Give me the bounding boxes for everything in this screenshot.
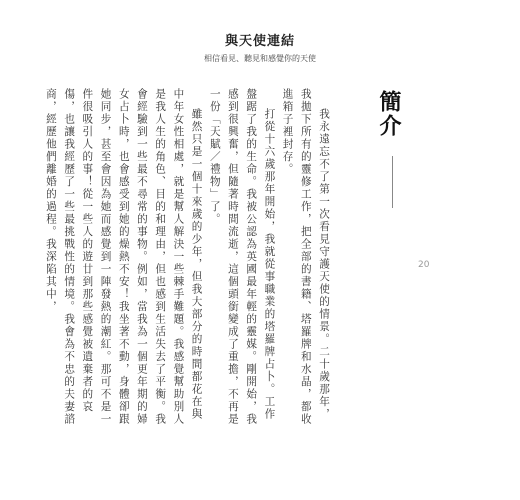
paragraph-1: 我永遠忘不了第一次看見守護天使的情景。二十歲那年，我拋下所有的靈修工作，把全部的書籍、塔羅牌和水晶，都收進箱子裡封存。 xyxy=(281,88,330,426)
page-number: 20 xyxy=(418,260,430,270)
paragraph-3: 雖然只是一個十來歲的少年，但我大部分的時間都花在與中年女性相處，就是幫人解決一些棘手難題。我感覺幫助別人是我人生的角色、目的和理由，但也感到生活失去了平衡。我會經驗到一些最不尋常的事物。例如，當我為一個更年期的婦女占卜時，也會感受到她的燥熱不安！我坐著不動，身體卻跟她同步，甚至會因為她而感覺到一陣發熱的潮紅。那可不是一件很吸引人的事！從一些人的遊廿到那些感覺被遺棄者的哀傷，也讓我經歷了一些最挑戰性的情境。我會為不忠的夫妻諮商，經歷他們離婚的過程。我深陷其中， xyxy=(44,88,203,426)
running-header xyxy=(0,30,520,64)
book-subtitle: 相信看見、聽見和感覺你的天使 xyxy=(204,54,316,63)
paragraph-2: 打從十六歲那年開始，我就從事職業的塔羅牌占卜。工作盤踞了我的生命。我被公認為英國最年輕的靈媒。剛開始，我感到很興奮，但隨著時間流逝，這個頭銜變成了重擔，不再是一份「天賦／禮物」了。 xyxy=(208,88,276,426)
chapter-title: 簡介 xyxy=(376,90,402,138)
chapter-heading xyxy=(365,90,405,250)
chapter-title-rule xyxy=(392,156,393,208)
body-text xyxy=(44,88,333,433)
book-title: 與天使連結 xyxy=(224,34,295,49)
